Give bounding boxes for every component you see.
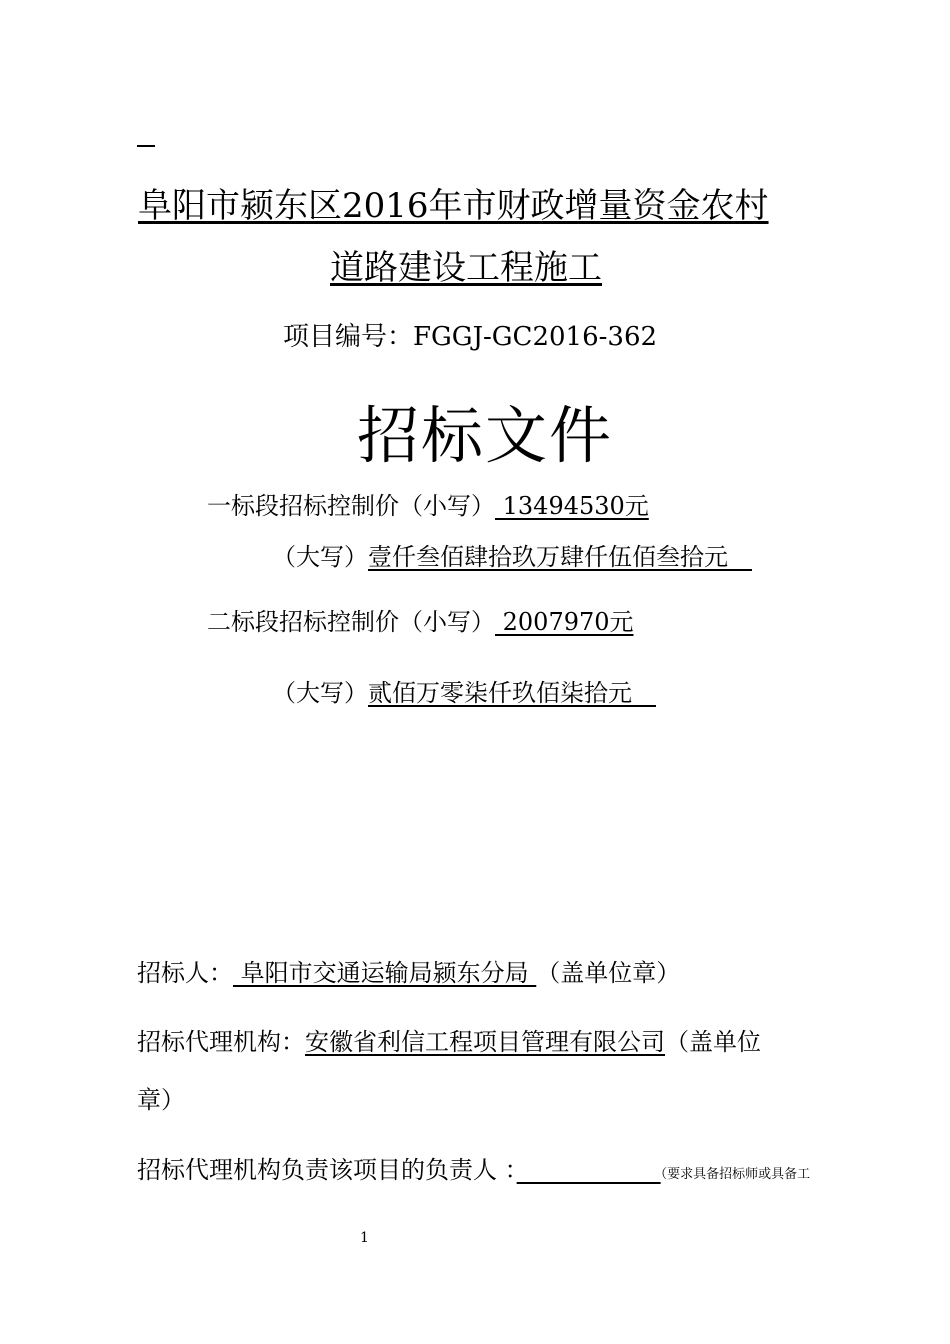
tenderer-value: 阜阳市交通运输局颍东分局 xyxy=(233,959,537,987)
section1-amount-small: 13494530元 xyxy=(495,492,649,520)
section2-amount-big: 贰佰万零柒仟玖佰柒拾元 xyxy=(368,679,656,707)
tenderer-line xyxy=(137,953,680,988)
document-type-heading: 招标文件 xyxy=(357,399,614,472)
section1-label: 一标段招标控制价（小写） xyxy=(207,492,495,520)
section1-big-label: （大写） xyxy=(272,543,368,571)
page-number: 1 xyxy=(360,1230,369,1246)
responsible-label: 招标代理机构负责该项目的负责人 ： xyxy=(137,1156,517,1184)
agency-label: 招标代理机构： xyxy=(137,1028,305,1056)
section2-amount-small: 2007970元 xyxy=(495,608,634,636)
tenderer-label: 招标人： xyxy=(137,959,233,987)
project-number: 项目编号：FGGJ-GC2016-362 xyxy=(283,322,658,352)
agency-suffix-line2: 章） xyxy=(137,1086,185,1114)
section2-price-big xyxy=(272,673,656,708)
responsible-blank xyxy=(517,1156,661,1184)
section1-price-small xyxy=(207,486,649,521)
section2-big-label: （大写） xyxy=(272,679,368,707)
responsible-person-line xyxy=(137,1150,810,1185)
top-dash xyxy=(137,145,155,147)
section2-price-small xyxy=(207,602,634,637)
tenderer-suffix: （盖单位章） xyxy=(536,959,681,987)
section1-amount-big: 壹仟叁佰肆拾玖万肆仟伍佰叁拾元 xyxy=(368,543,752,571)
agency-suffix: （盖单位 xyxy=(665,1028,761,1056)
agency-value: 安徽省利信工程项目管理有限公司 xyxy=(305,1028,665,1056)
responsible-note: （要求具备招标师或具备工 xyxy=(660,1167,811,1182)
title-line-2: 道路建设工程施工 xyxy=(330,248,602,288)
agency-line xyxy=(137,1022,761,1057)
section1-price-big xyxy=(272,537,752,572)
title-line-1: 阜阳市颍东区2016年市财政增量资金农村 xyxy=(138,186,769,226)
section2-label: 二标段招标控制价（小写） xyxy=(207,608,495,636)
